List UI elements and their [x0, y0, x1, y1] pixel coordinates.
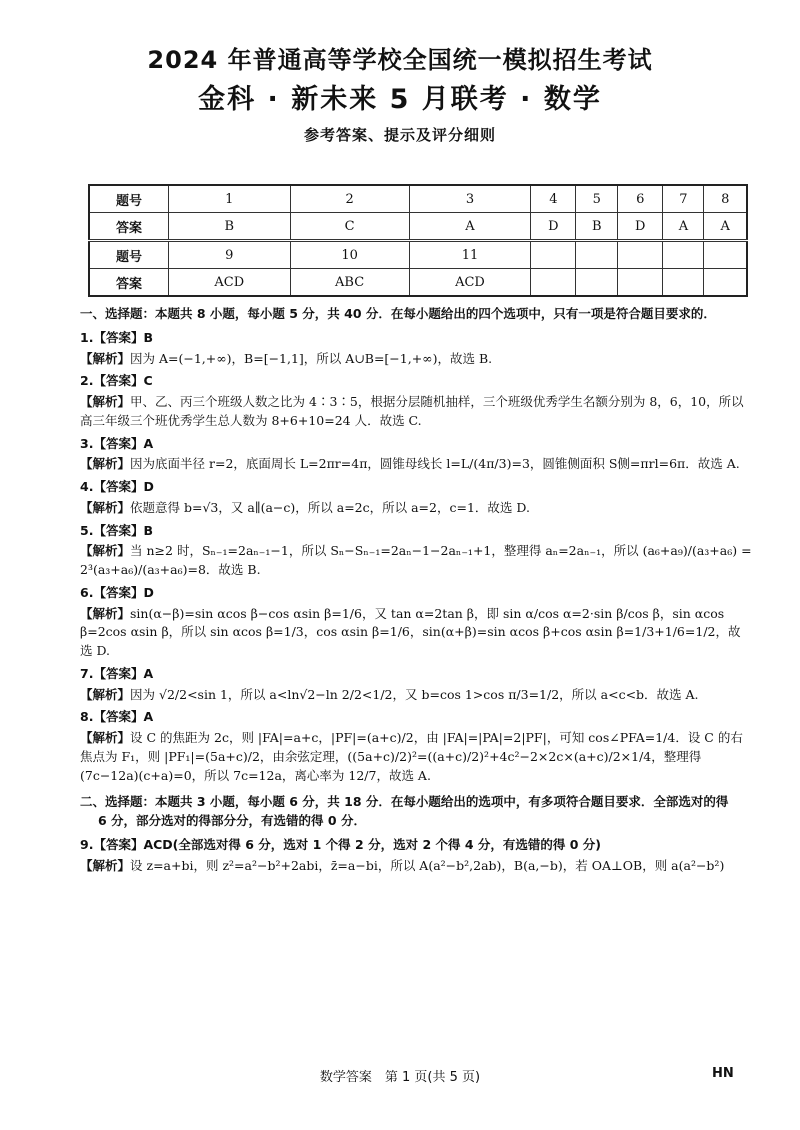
region-code: HN — [712, 1066, 734, 1081]
exam-subtitle: 金科 · 新未来 5 月联考 · 数学 — [198, 84, 602, 115]
analysis-tag: 【解析】 — [80, 730, 131, 745]
analysis — [80, 605, 752, 661]
analysis-text: 依题意得 b=√3，又 a∥(a−c)，所以 a=2c，所以 a=2，c=1．故选 D. — [130, 499, 530, 515]
table-cell: ACD — [409, 269, 531, 297]
analysis-tag: 【解析】 — [80, 499, 131, 515]
analysis — [80, 455, 752, 474]
table-cell: 9 — [169, 241, 291, 269]
table-cell: 3 — [409, 185, 531, 213]
table-cell — [618, 241, 663, 269]
analysis — [80, 393, 752, 431]
table-row — [89, 213, 747, 241]
solution-item — [80, 584, 752, 661]
analysis-tag: 【解析】 — [80, 350, 131, 366]
table-cell: 6 — [618, 185, 663, 213]
analysis-text: 甲、乙、丙三个班级人数之比为 4∶3∶5，根据分层随机抽样，三个班级优秀学生名额分别为 8，6，10，所以高三年级三个班优秀学生总人数为 8+6+10=24 人．故选 C. — [80, 394, 744, 428]
table-row — [89, 241, 747, 269]
table-cell — [663, 269, 704, 297]
answer-line: 2.【答案】C — [80, 373, 153, 389]
answer-line: 8.【答案】A — [80, 709, 154, 725]
answer-line: 3.【答案】A — [80, 435, 154, 451]
section-heading — [80, 793, 752, 831]
solution-item — [80, 665, 752, 705]
table-cell: ACD — [169, 269, 291, 297]
row-label: 题号 — [89, 185, 169, 213]
table-cell: D — [531, 213, 576, 241]
analysis-text: 设 z=a+bi，则 z²=a²−b²+2abi，z̄=a−bi，所以 A(a²−b²,2ab)，B(a,−b)，若 OA⊥OB，则 a(a²−b²) — [130, 857, 725, 873]
table-cell: ABC — [290, 269, 409, 297]
table-cell: 7 — [663, 185, 704, 213]
answer-line: 1.【答案】B — [80, 329, 153, 345]
analysis — [80, 686, 752, 705]
analysis-tag: 【解析】 — [80, 857, 131, 873]
analysis — [80, 350, 752, 369]
section-heading: 一、选择题：本题共 8 小题，每小题 5 分，共 40 分．在每小题给出的四个选项中，只有一项是符合题目要求的． — [80, 306, 716, 321]
table-cell: A — [663, 213, 704, 241]
table-cell: 2 — [290, 185, 409, 213]
table-cell — [576, 241, 618, 269]
table-cell: 5 — [576, 185, 618, 213]
analysis-tag: 【解析】 — [80, 456, 131, 472]
table-cell — [704, 269, 747, 297]
table-cell — [531, 241, 576, 269]
analysis-text: 因为底面半径 r=2，底面周长 L=2πr=4π，圆锥母线长 l=L/(4π/3)=3，圆锥侧面积 S侧=πrl=6π．故选 A. — [130, 456, 740, 472]
section-heading-line: 6 分，部分选对的得部分分，有选错的得 0 分． — [98, 813, 366, 828]
solution-item — [80, 478, 752, 518]
analysis-text: 因为 A=(−1,+∞)，B=[−1,1]，所以 A∪B=[−1,+∞)，故选 B. — [130, 350, 493, 366]
answer-line: 4.【答案】D — [80, 479, 154, 494]
table-cell: C — [290, 213, 409, 241]
analysis — [80, 857, 752, 876]
table-cell: 10 — [290, 241, 409, 269]
table-cell: 4 — [531, 185, 576, 213]
solution-item — [80, 708, 752, 785]
solution-item — [80, 329, 752, 369]
solutions-body — [80, 305, 752, 875]
answer-line: 5.【答案】B — [80, 522, 153, 538]
page-number: 数学答案 第 1 页(共 5 页) — [319, 1070, 481, 1085]
analysis-text: sin(α−β)=sin αcos β−cos αsin β=1/6，又 tan α=2tan β，即 sin α/cos α=2·sin β/cos β，sin αcos β=2cos αsin β，所以 sin αcos β=1/3，cos αsin β=1/6，sin(α+β)=sin αcos β+cos αsin β=1/3+1/6=1/2，故选 D. — [80, 605, 741, 658]
table-cell: 8 — [704, 185, 747, 213]
table-cell — [663, 241, 704, 269]
table-cell: 1 — [169, 185, 291, 213]
solution-item — [80, 522, 752, 580]
solution-item — [80, 372, 752, 430]
row-label: 题号 — [89, 241, 169, 269]
table-cell — [704, 241, 747, 269]
solution-item — [80, 836, 752, 876]
table-cell: A — [704, 213, 747, 241]
table-cell — [576, 269, 618, 297]
table-row — [89, 269, 747, 297]
analysis-tag: 【解析】 — [80, 605, 131, 621]
table-row — [89, 185, 747, 213]
exam-title: 2024 年普通高等学校全国统一模拟招生考试 — [147, 46, 653, 74]
table-cell — [618, 269, 663, 297]
answer-line: 6.【答案】D — [80, 584, 154, 600]
table-cell: B — [169, 213, 291, 241]
answer-line: 9.【答案】ACD(全部选对得 6 分，选对 1 个得 2 分，选对 2 个得 4 分，有选错的得 0 分) — [80, 836, 602, 852]
analysis-tag: 【解析】 — [80, 543, 131, 559]
analysis — [80, 542, 752, 580]
analysis-tag: 【解析】 — [80, 686, 131, 702]
row-label: 答案 — [89, 213, 169, 241]
table-cell: A — [409, 213, 531, 241]
analysis — [80, 499, 752, 518]
table-cell: 11 — [409, 241, 531, 269]
analysis-text: 因为 √2/2<sin 1，所以 a<ln√2−ln 2/2<1/2，又 b=cos 1>cos π/3=1/2，所以 a<c<b．故选 A. — [130, 686, 699, 702]
table-cell: B — [576, 213, 618, 241]
answer-table — [88, 184, 748, 297]
row-label: 答案 — [89, 269, 169, 297]
solution-item — [80, 435, 752, 475]
analysis-text: 设 C 的焦距为 2c，则 |FA|=a+c，|PF|=(a+c)/2，由 |FA|=|PA|=2|PF|，可知 cos∠PFA=1/4．设 C 的右焦点为 F₁，则 |PF₁|=(5a+c)/2，由余弦定理，((5a+c)/2)²=((a+c)/2)²+4c²−2×2c×(a+c)/2×1/4，整理得 (7c−12a)(c+a)=0，所以 7c=12a，离心率为 12/7，故选 A. — [80, 730, 743, 783]
answer-line: 7.【答案】A — [80, 665, 154, 681]
section-heading-line: 二、选择题：本题共 3 小题，每小题 6 分，共 18 分．在每小题给出的选项中，有多项符合题目要求．全部选对的得 — [80, 794, 729, 810]
analysis-text: 当 n≥2 时，Sₙ₋₁=2aₙ₋₁−1，所以 Sₙ−Sₙ₋₁=2aₙ−1−2aₙ₋₁+1，整理得 aₙ=2aₙ₋₁，所以 (a₆+a₉)/(a₃+a₆) = 2³(a₃+a₆)/(a₃+a₆)=8．故选 B. — [80, 543, 752, 577]
answer-key-heading: 参考答案、提示及评分细则 — [303, 126, 496, 144]
analysis-tag: 【解析】 — [80, 394, 131, 409]
analysis — [80, 729, 752, 785]
table-cell: D — [618, 213, 663, 241]
table-cell — [531, 269, 576, 297]
